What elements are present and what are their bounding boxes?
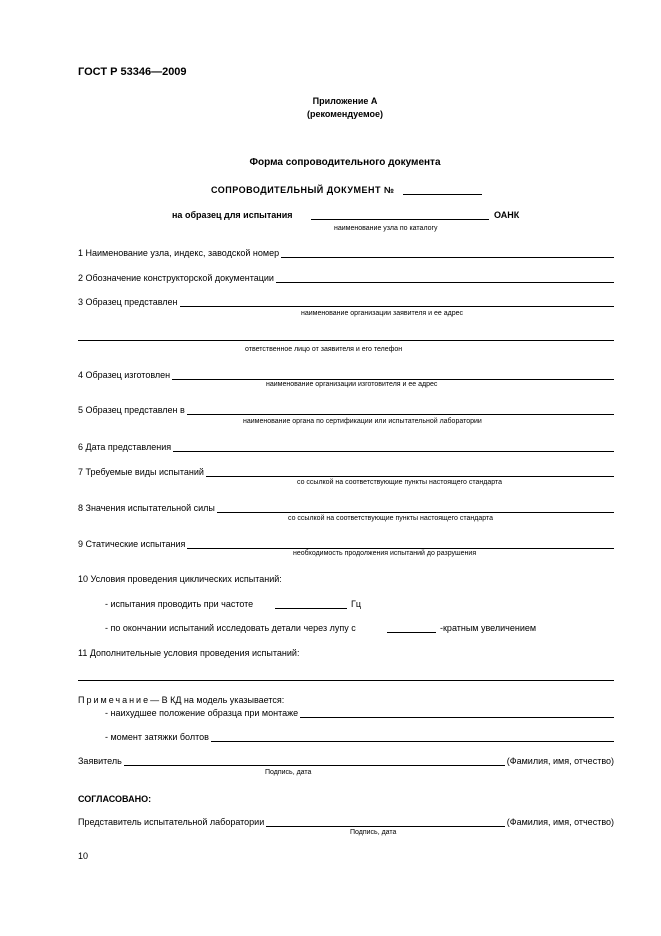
item-7-label: 7 Требуемые виды испытаний [78,467,204,477]
applicant-fio: (Фамилия, имя, отчество) [506,756,614,766]
item-5-label: 5 Образец представлен в [78,405,185,415]
applicant-sign-hint: Подпись, дата [265,769,312,776]
item-7-hint: со ссылкой на соответствующие пункты настоящего стандарта [297,479,502,486]
sample-prefix: на образец для испытания [172,210,293,220]
item-5-hint: наименование органа по сертификации или испытательной лаборатории [243,418,482,425]
note-label: Примечание [78,695,151,705]
item-3-contact-hint: ответственное лицо от заявителя и его телефон [245,346,403,353]
item-2 [78,273,614,283]
item-10-label: 10 Условия проведения циклических испытаний: [78,574,282,584]
note [78,695,284,705]
item-2-label: 2 Обозначение конструкторской документации [78,273,274,283]
note-a-field[interactable] [300,709,614,718]
item-4-label: 4 Образец изготовлен [78,370,171,380]
item-10b-suffix: -кратным увеличением [440,623,537,633]
appendix-status: (рекомендуемое) [307,109,383,119]
note-a [105,708,614,718]
item-4-hint: наименование организации изготовителя и ее адрес [266,381,438,388]
sample-hint: наименование узла по каталогу [334,225,438,232]
lab-fio: (Фамилия, имя, отчество) [506,817,614,827]
item-10a-label: - испытания проводить при частоте [105,599,254,609]
item-9-field[interactable] [187,540,614,549]
note-a-label: - наихудшее положение образца при монтаже [105,708,299,718]
item-7 [78,467,614,477]
note-b-field[interactable] [211,733,614,742]
item-11-field[interactable] [78,680,614,681]
applicant-label: Заявитель [78,756,122,766]
item-8-label: 8 Значения испытательной силы [78,503,215,513]
item-7-field[interactable] [206,468,614,477]
item-4-field[interactable] [172,371,614,380]
item-6 [78,442,614,452]
item-3-label: 3 Образец представлен [78,297,178,307]
sample-suffix: ОАНК [494,210,520,220]
page-number: 10 [78,851,89,861]
item-1-label: 1 Наименование узла, индекс, заводской номер [78,248,280,258]
item-9 [78,539,614,549]
applicant-row [78,756,614,766]
doc-number-field[interactable] [403,194,482,195]
item-8 [78,503,614,513]
item-9-label: 9 Статические испытания [78,539,186,549]
appendix-title: Приложение А [312,96,378,106]
item-1 [78,248,614,258]
item-1-field[interactable] [281,249,614,258]
item-6-label: 6 Дата представления [78,442,172,452]
item-5 [78,405,614,415]
note-b-label: - момент затяжки болтов [105,732,209,742]
standard-number: ГОСТ Р 53346—2009 [78,66,187,78]
note-b [105,732,614,742]
item-5-field[interactable] [187,406,614,415]
approved-heading: СОГЛАСОВАНО: [78,794,152,804]
item-3-hint: наименование организации заявителя и ее адрес [301,310,463,317]
magnification-field[interactable] [387,632,436,633]
lab-row [78,817,614,827]
form-title: Форма сопроводительного документа [249,157,441,168]
sample-name-field[interactable] [311,219,489,220]
item-10b-label: - по окончании испытаний исследовать детали через лупу с [105,623,356,633]
frequency-field[interactable] [275,608,347,609]
lab-label: Представитель испытательной лаборатории [78,817,265,827]
item-8-field[interactable] [217,504,614,513]
item-8-hint: со ссылкой на соответствующие пункты настоящего стандарта [288,515,493,522]
item-3 [78,297,614,307]
note-text: — В КД на модель указывается: [150,695,285,705]
item-3-field[interactable] [180,298,614,307]
item-3-contact-field[interactable] [78,340,614,341]
frequency-unit: Гц [351,599,362,609]
item-6-field[interactable] [173,443,614,452]
item-11-label: 11 Дополнительные условия проведения испытаний: [78,648,300,658]
item-9-hint: необходимость продолжения испытаний до разрушения [293,550,477,557]
item-2-field[interactable] [276,274,614,283]
lab-field[interactable] [266,818,505,827]
doc-heading: СОПРОВОДИТЕЛЬНЫЙ ДОКУМЕНТ № [211,185,395,195]
lab-sign-hint: Подпись, дата [350,829,397,836]
applicant-field[interactable] [124,757,505,766]
item-4 [78,370,614,380]
